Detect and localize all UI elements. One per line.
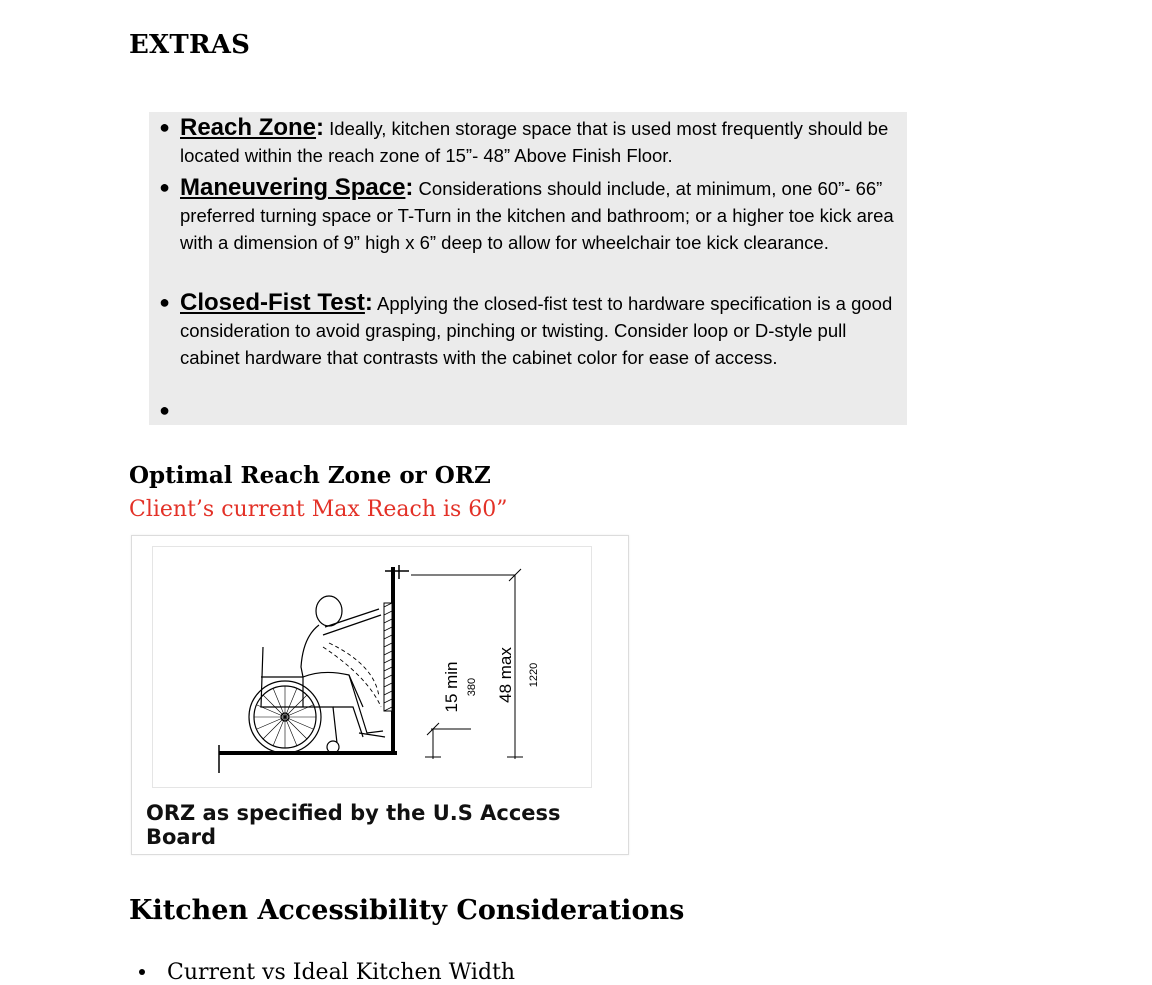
extras-term: Closed-Fist Test — [180, 289, 365, 316]
extras-description: Applying the closed-fist test to hardware specification is a good consideration to avoid grasping, pinching or twisting. Consider loop or D-style pull cabinet hardware that contrasts with the cabinet color for ease of access. — [180, 293, 893, 368]
kitchen-considerations-list — [129, 960, 515, 985]
extras-description: Ideally, kitchen storage space that is used most frequently should be located within the reach zone of 15”- 48” Above Finish Floor. — [180, 118, 889, 166]
extras-pasted-block — [149, 112, 907, 425]
wheelchair-user-icon — [249, 596, 385, 753]
extras-item-maneuvering-space — [159, 174, 907, 256]
orz-figure-caption: ORZ as specified by the U.S Access Board — [146, 801, 561, 849]
client-max-reach-note: Client’s current Max Reach is 60” — [129, 497, 508, 522]
extras-colon: : — [364, 289, 373, 316]
orz-heading: Optimal Reach Zone or ORZ — [129, 462, 491, 489]
list-item — [129, 960, 515, 985]
extras-item-closed-fist-test — [159, 289, 907, 371]
bullet-icon — [139, 969, 145, 975]
dim-label-max-mm: 1220 — [528, 662, 540, 688]
floor-and-wall — [219, 565, 409, 773]
dim-label-min-mm: 380 — [466, 677, 478, 697]
extras-heading: EXTRAS — [129, 30, 251, 60]
extras-term: Reach Zone — [180, 114, 317, 141]
wheelchair-reach-diagram — [153, 547, 591, 787]
extras-item-empty[interactable] — [159, 397, 907, 424]
extras-description: Considerations should include, at minimum, one 60”- 66” preferred turning space or T-Turn in the kitchen and bathroom; or a higher toe kick area with a dimension of 9” high x 6” deep to allow for wheelchair toe kick clearance. — [180, 178, 894, 253]
orz-figure-card — [131, 535, 629, 855]
orz-diagram-frame — [152, 546, 592, 788]
kitchen-heading: Kitchen Accessibility Considerations — [129, 895, 685, 926]
extras-term: Maneuvering Space — [180, 174, 406, 201]
dim-label-min: 15 min — [442, 661, 461, 713]
extras-item-reach-zone — [159, 114, 907, 169]
bullet-icon: ● — [159, 117, 170, 137]
dim-label-max: 48 max — [496, 647, 515, 703]
extras-colon: : — [405, 174, 414, 201]
bullet-icon: ● — [159, 292, 170, 312]
kitchen-item-label: Current vs Ideal Kitchen Width — [167, 960, 516, 985]
extras-colon: : — [316, 114, 325, 141]
wall-shelf-hatch — [384, 603, 392, 711]
bullet-icon: ● — [159, 400, 170, 420]
bullet-icon: ● — [159, 177, 170, 197]
